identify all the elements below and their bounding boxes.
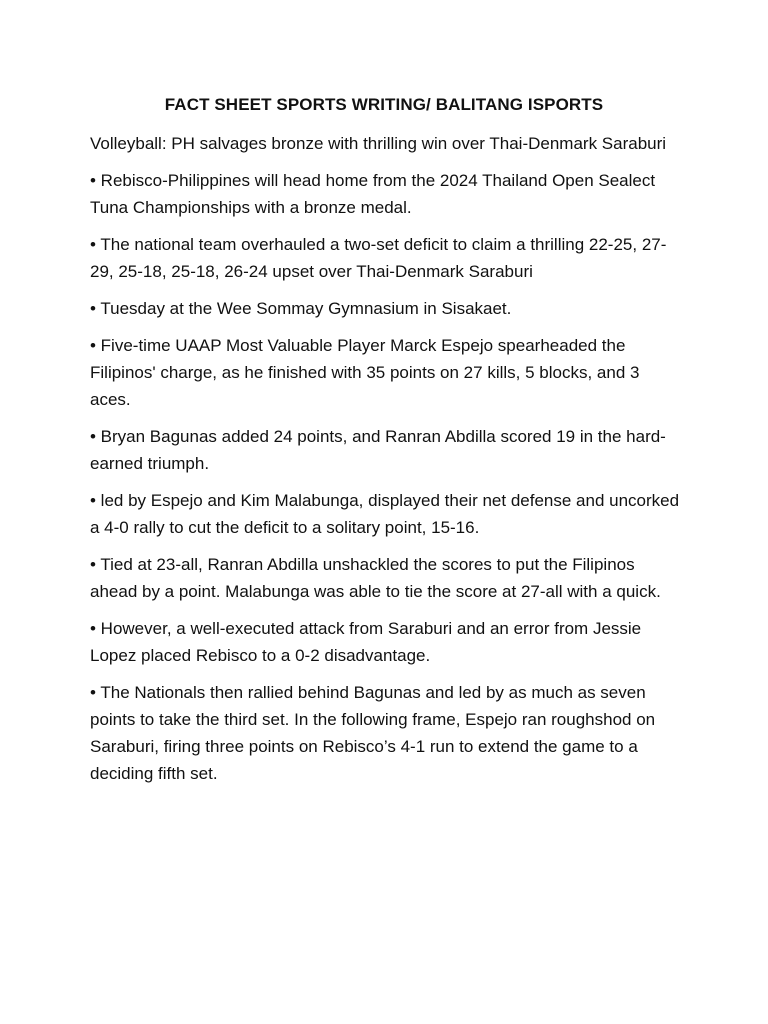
document-body (90, 130, 680, 797)
bullet-paragraph: • However, a well-executed attack from Saraburi and an error from Jessie Lopez placed Rebisco to a 0-2 disadvantage. (90, 619, 642, 665)
bullet-paragraph: • Five-time UAAP Most Valuable Player Marck Espejo spearheaded the Filipinos' charge, as he finished with 35 points on 27 kills, 5 blocks, and 3 aces. (90, 336, 640, 409)
bullet-paragraph: • Tied at 23-all, Ranran Abdilla unshackled the scores to put the Filipinos ahead by a point. Malabunga was able to tie the score at 27-all with a quick. (90, 555, 661, 601)
bullet-paragraph: • The Nationals then rallied behind Bagunas and led by as much as seven points to take the third set. In the following frame, Espejo ran roughshod on Saraburi, firing three points on Rebisco’s 4-1 run to extend the game to a deciding fifth set. (90, 683, 656, 783)
headline-paragraph: Volleyball: PH salvages bronze with thrilling win over Thai-Denmark Saraburi (90, 134, 667, 153)
bullet-paragraph: • Bryan Bagunas added 24 points, and Ranran Abdilla scored 19 in the hard-earned triumph. (90, 427, 666, 473)
bullet-paragraph: • The national team overhauled a two-set deficit to claim a thrilling 22-25, 27-29, 25-18, 25-18, 26-24 upset over Thai-Denmark Saraburi (90, 235, 667, 281)
bullet-paragraph: • Tuesday at the Wee Sommay Gymnasium in Sisakaet. (90, 299, 512, 318)
bullet-paragraph: • Rebisco-Philippines will head home from the 2024 Thailand Open Sealect Tuna Championships with a bronze medal. (90, 171, 656, 217)
bullet-paragraph: • led by Espejo and Kim Malabunga, displayed their net defense and uncorked a 4-0 rally to cut the deficit to a solitary point, 15-16. (90, 491, 680, 537)
document-title: FACT SHEET SPORTS WRITING/ BALITANG ISPORTS (164, 95, 604, 114)
